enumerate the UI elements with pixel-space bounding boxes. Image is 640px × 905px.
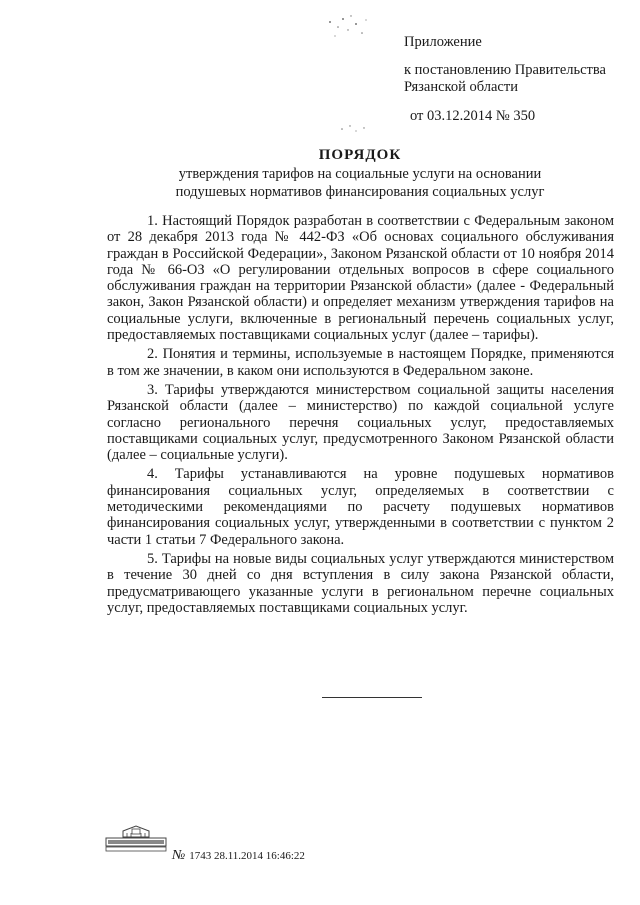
document-subtitle-line-1: утверждения тарифов на социальные услуги на основании — [178, 166, 542, 182]
document-subtitle-line-2: подушевых нормативов финансирования социальных услуг — [175, 184, 545, 200]
paragraph-5: 5. Тарифы на новые виды социальных услуг утверждаются министерством в течение 30 дней со дня вступления в силу закона Рязанской области, предусматривающего указанные услуги в региональном перечне социальных услуг, предоставляемых поставщиками социальных услуг. — [107, 550, 614, 616]
registration-number: 1743 28.11.2014 16:46:22 — [189, 850, 305, 862]
region-name: Рязанской области — [404, 79, 518, 95]
document-title: ПОРЯДОК — [318, 147, 402, 163]
paragraph-2: 2. Понятия и термины, используемые в настоящем Порядке, применяются в том же значении, в каком они используются в Федеральном законе. — [107, 346, 614, 379]
appendix-header — [404, 34, 634, 125]
end-divider — [322, 697, 422, 698]
document-body — [107, 213, 614, 619]
paragraph-4: 4. Тарифы устанавливаются на уровне подушевых нормативов финансирования социальных услуг, определяемых в соответствии с методическими рекомендациями по расчету подушевых нормативов финансирования социальных услуг, утвержденными в соответствии с пунктом 2 части 1 статьи 7 Федерального закона. — [107, 466, 614, 548]
appendix-label: Приложение — [404, 34, 482, 50]
resolution-reference: к постановлению Правительства — [404, 62, 606, 78]
document-title-block — [90, 146, 630, 200]
registration-number-symbol: № — [172, 848, 186, 863]
registration-stamp — [172, 848, 305, 864]
paragraph-1: 1. Настоящий Порядок разработан в соответствии с Федеральным законом от 28 декабря 2013 года № 442-ФЗ «Об основах социального обслуживания граждан в Российской Федерации», Законом Рязанской области от 10 ноября 2014 года № 66-ОЗ «О регулировании отдельных вопросов в сфере социального обслуживания граждан на территории Рязанской области» (далее - Федеральный закон, Закон Рязанской области) и определяет механизм утверждения тарифов на социальные услуги, включенные в региональный перечень социальных услуг, предоставляемых поставщиками социальных услуг (далее – тарифы). — [107, 213, 614, 344]
office-stamp-icon — [103, 825, 169, 853]
resolution-date: от 03.12.2014 № 350 — [410, 108, 536, 124]
paragraph-3: 3. Тарифы утверждаются министерством социальной защиты населения Рязанской области (далее – министерство) по каждой социальной услуге согласно регионального перечня социальных услуг, предоставляемых поставщиками социальных услуг, предусмотренного Законом Рязанской области (далее – социальные услуги). — [107, 381, 614, 464]
